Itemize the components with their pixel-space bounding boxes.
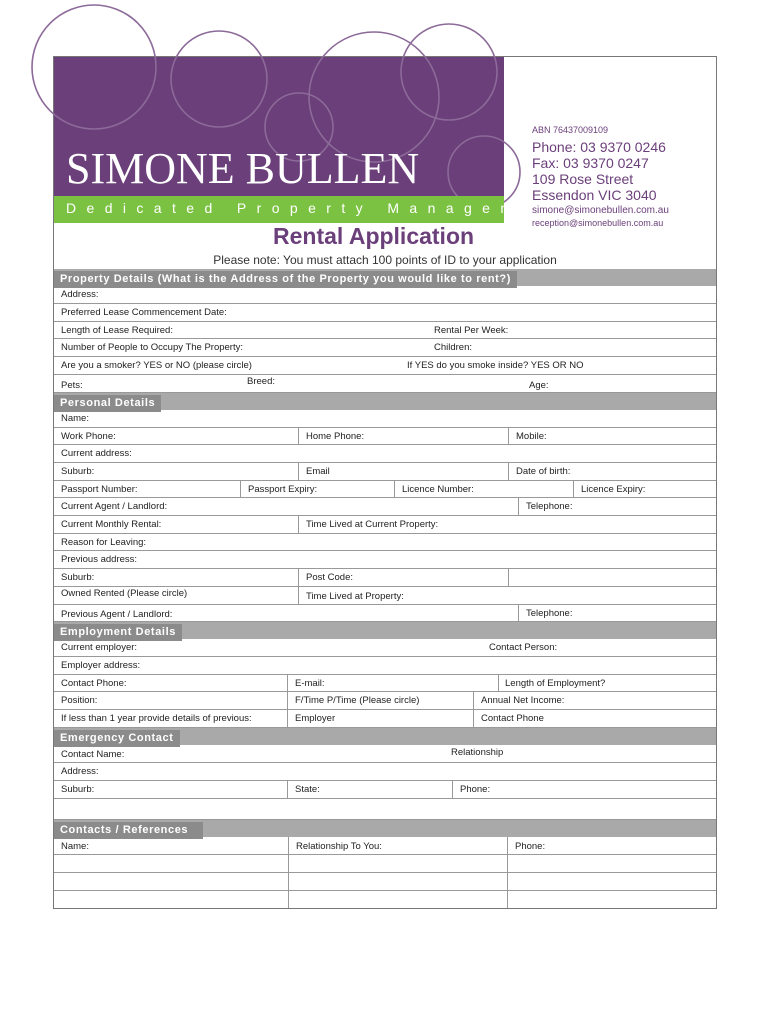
id-note: Please note: You must attach 100 points of ID to your application [213, 253, 557, 267]
row-phones [54, 428, 716, 445]
email-reception: reception@simonebullen.com.au [532, 218, 664, 228]
children-field[interactable]: Children: [434, 342, 473, 353]
row-emergency-suburb [54, 781, 716, 799]
tagline-bar [54, 196, 574, 223]
time-current-property-field[interactable]: Time Lived at Current Property: [298, 516, 716, 533]
employment-length-field[interactable]: Length of Employment? [498, 675, 716, 691]
row-suburb-email [54, 463, 716, 481]
table-row [54, 891, 716, 908]
row-pets [54, 375, 716, 393]
section-emergency-contact [54, 728, 716, 745]
emergency-suburb-field[interactable]: Suburb: [61, 784, 95, 795]
breed-field[interactable]: Breed: [247, 376, 275, 387]
reference-relationship-field[interactable] [288, 873, 507, 890]
fax-number: Fax: 03 9370 0247 [532, 155, 649, 171]
row-current-agent [54, 498, 716, 516]
work-phone-field[interactable]: Work Phone: [61, 431, 116, 442]
row-reason [54, 534, 716, 551]
current-employer-field[interactable]: Current employer: [61, 642, 138, 653]
row-emergency-address [54, 763, 716, 781]
previous-agent-field[interactable]: Previous Agent / Landlord: [61, 609, 173, 620]
pet-age-field[interactable]: Age: [529, 380, 549, 391]
street-address: 109 Rose Street [532, 171, 634, 187]
monthly-rental-field[interactable]: Current Monthly Rental: [61, 519, 162, 530]
position-field[interactable]: Position: [61, 695, 98, 706]
section-title: Property Details (What is the Address of the Property you would like to rent?) [54, 271, 517, 288]
section-employment-details [54, 622, 716, 639]
rent-per-week-field[interactable]: Rental Per Week: [434, 325, 509, 336]
section-personal-details [54, 393, 716, 410]
contact-person-field[interactable]: Contact Person: [489, 642, 558, 653]
owned-rented-field[interactable]: Owned Rented (Please circle) [61, 588, 188, 599]
passport-expiry-field[interactable]: Passport Expiry: [240, 481, 394, 497]
reference-phone-field[interactable] [507, 873, 716, 890]
company-name: SIMONE BULLEN [66, 144, 420, 193]
emergency-contact-name-field[interactable]: Contact Name: [61, 749, 125, 760]
lease-length-field[interactable]: Length of Lease Required: [61, 325, 173, 336]
form-title: Rental Application [273, 223, 475, 249]
section-title: Contacts / References [54, 822, 203, 839]
licence-number-field[interactable]: Licence Number: [394, 481, 573, 497]
row-owned-rented [54, 587, 716, 605]
agent-telephone-field[interactable]: Telephone: [518, 498, 716, 515]
smoker-field[interactable]: Are you a smoker? YES or NO (please circle) [61, 360, 252, 371]
row-emergency-blank [54, 799, 716, 820]
section-title: Employment Details [54, 624, 182, 641]
row-previous-agent [54, 605, 716, 622]
post-code-field[interactable]: Post Code: [298, 569, 508, 586]
reference-phone-header: Phone: [507, 837, 716, 854]
emergency-address-field[interactable]: Address: [61, 766, 99, 777]
row-contact-phone [54, 675, 716, 692]
row-employer-address [54, 657, 716, 675]
row-previous-suburb [54, 569, 716, 587]
previous-agent-telephone-field[interactable]: Telephone: [518, 605, 716, 621]
row-address [54, 286, 716, 304]
previous-address-field[interactable]: Previous address: [61, 554, 138, 565]
email-simone: simone@simonebullen.com.au [532, 205, 669, 216]
row-emergency-name [54, 745, 716, 763]
section-property-details [54, 269, 716, 286]
contact-phone-field[interactable]: Contact Phone: [61, 678, 127, 689]
home-phone-field[interactable]: Home Phone: [298, 428, 508, 444]
table-row [54, 873, 716, 891]
email-field[interactable]: Email [298, 463, 508, 480]
abn-number: ABN 76437009109 [532, 125, 609, 135]
row-current-employer [54, 639, 716, 657]
previous-employer-field[interactable]: Employer [287, 710, 473, 727]
row-smoker [54, 357, 716, 375]
company-tagline: Dedicated Property Management [66, 200, 574, 216]
row-previous-employer [54, 710, 716, 728]
previous-contact-phone-field[interactable]: Contact Phone [473, 710, 716, 727]
reference-name-header: Name: [61, 841, 89, 852]
emergency-relationship-field[interactable]: Relationship [451, 747, 504, 758]
row-occupants [54, 339, 716, 357]
annual-income-field[interactable]: Annual Net Income: [473, 692, 716, 709]
reference-relationship-field[interactable] [288, 891, 507, 908]
emergency-phone-field[interactable]: Phone: [452, 781, 716, 798]
reason-leaving-field[interactable]: Reason for Leaving: [61, 537, 147, 548]
address-field[interactable]: Address: [61, 289, 99, 300]
time-lived-property-field[interactable]: Time Lived at Property: [298, 587, 716, 604]
row-lease-length [54, 322, 716, 339]
reference-relationship-field[interactable] [288, 855, 507, 872]
row-position [54, 692, 716, 710]
mobile-field[interactable]: Mobile: [508, 428, 716, 444]
phone-number: Phone: 03 9370 0246 [532, 139, 666, 155]
row-monthly-rental [54, 516, 716, 534]
previous-details-field[interactable]: If less than 1 year provide details of previous: [61, 713, 252, 724]
employment-type-field[interactable]: F/Time P/Time (Please circle) [287, 692, 473, 709]
commencement-date-field[interactable]: Preferred Lease Commencement Date: [61, 307, 227, 318]
employer-address-field[interactable]: Employer address: [61, 660, 141, 671]
row-references-header [54, 837, 716, 855]
employer-email-field[interactable]: E-mail: [287, 675, 498, 691]
table-row [54, 855, 716, 873]
date-of-birth-field[interactable]: Date of birth: [508, 463, 716, 480]
section-title: Personal Details [54, 395, 161, 412]
row-current-address [54, 445, 716, 463]
pets-field[interactable]: Pets: [61, 380, 83, 391]
reference-name-field[interactable] [54, 855, 288, 872]
passport-number-field[interactable]: Passport Number: [61, 484, 138, 495]
reference-name-field[interactable] [54, 873, 288, 890]
row-passport-licence [54, 481, 716, 498]
blank-field[interactable] [54, 799, 716, 819]
row-name [54, 410, 716, 428]
current-address-field[interactable]: Current address: [61, 448, 132, 459]
rental-application-form [53, 56, 717, 909]
suburb-field[interactable]: Suburb: [61, 466, 95, 477]
reference-name-field[interactable] [54, 891, 288, 908]
row-commencement [54, 304, 716, 322]
row-previous-address [54, 551, 716, 569]
emergency-state-field[interactable]: State: [287, 781, 452, 798]
section-references [54, 820, 716, 837]
previous-suburb-field[interactable]: Suburb: [61, 572, 95, 583]
occupants-field[interactable]: Number of People to Occupy The Property: [61, 342, 243, 353]
current-agent-field[interactable]: Current Agent / Landlord: [61, 501, 168, 512]
blank-field[interactable] [508, 569, 716, 586]
smoke-inside-field[interactable]: If YES do you smoke inside? YES OR NO [407, 360, 584, 371]
section-title: Emergency Contact [54, 730, 180, 747]
name-field[interactable]: Name: [61, 413, 89, 424]
contact-details [532, 125, 669, 229]
reference-phone-field[interactable] [507, 855, 716, 872]
reference-phone-field[interactable] [507, 891, 716, 908]
reference-relationship-header: Relationship To You: [288, 837, 507, 854]
licence-expiry-field[interactable]: Licence Expiry: [573, 481, 716, 497]
suburb-address: Essendon VIC 3040 [532, 187, 657, 203]
